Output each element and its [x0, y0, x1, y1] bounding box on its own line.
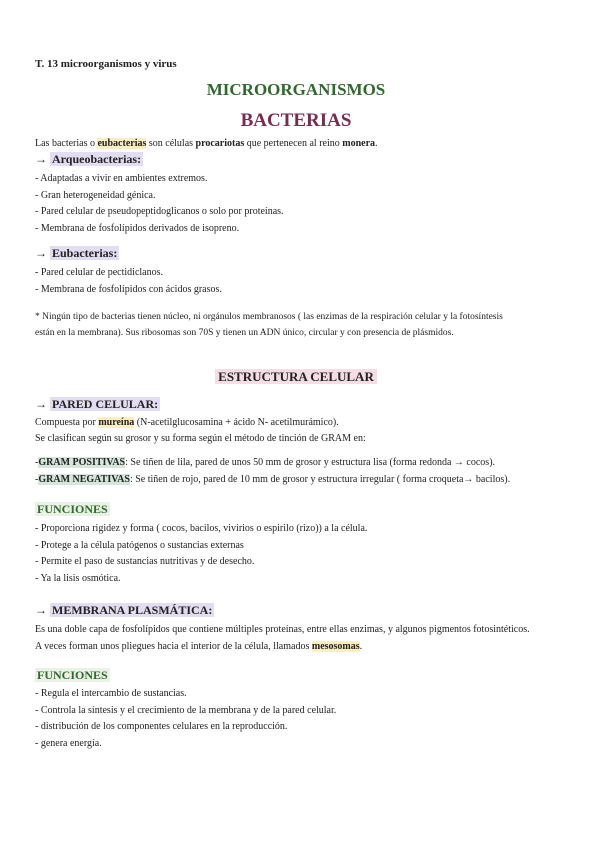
document-header: T. 13 microorganismos y virus	[35, 58, 177, 70]
text: : Se tiñen de lila, pared de unos 50 mm de grosor y estructura lisa (forma redonda → cocos).	[125, 457, 496, 468]
membrana-line-1: Es una doble capa de fosfolípidos que contiene múltiples proteínas, entre ellas enzimas, y algunos pigmentos fotosintéticos.	[35, 624, 530, 635]
keyword-gram-negativas: GRAM NEGATIVAS	[38, 474, 130, 485]
heading-membrana-plasmatica	[35, 603, 214, 618]
intro-text-4: .	[375, 138, 378, 149]
section-title-bacterias: BACTERIAS	[240, 110, 352, 131]
list-item: - Membrana de fosfolípidos derivados de isopreno.	[35, 223, 240, 234]
intro-text-2: son células	[146, 138, 196, 149]
list-item: - genera energía.	[35, 738, 102, 749]
list-item: - Protege a la célula patógenos o sustancias externas	[35, 540, 244, 551]
heading-funciones-pared	[35, 502, 110, 517]
heading-label: FUNCIONES	[37, 502, 108, 516]
heading-label: Eubacterias:	[52, 246, 118, 260]
text: -	[35, 457, 39, 468]
pared-line-1	[35, 416, 339, 429]
pared-line-2: Se clasifican según su grosor y su forma según el método de tinción de GRAM en:	[35, 433, 366, 444]
list-item: - Proporciona rigidez y forma ( cocos, bacilos, vivirios o espirilo (rizo)) a la célula.	[35, 523, 368, 534]
heading-pared-celular	[35, 397, 160, 412]
list-item: - Pared celular de pectidiclanos.	[35, 267, 163, 278]
heading-label: FUNCIONES	[37, 668, 108, 682]
text: Compuesta por	[35, 417, 99, 428]
arrow-icon: →	[35, 246, 50, 260]
list-item: - distribución de los componentes celulares en la reproducción.	[35, 721, 288, 732]
heading-funciones-membrana	[35, 668, 110, 683]
list-item: - Controla la síntesis y el crecimiento de la membrana y de la pared celular.	[35, 705, 337, 716]
heading-label: Arqueobacterias:	[52, 152, 142, 166]
text: .	[359, 641, 363, 652]
text: -	[35, 474, 39, 485]
heading-label: PARED CELULAR:	[52, 397, 159, 411]
text: : Se tiñen de rojo, pared de 10 mm de grosor y estructura irregular ( forma croqueta→ bacilos).	[129, 474, 511, 485]
list-item: - Permite el paso de sustancias nutritivas y de desecho.	[35, 556, 255, 567]
heading-label: ESTRUCTURA CELULAR	[215, 369, 377, 384]
keyword-monera: monera	[342, 138, 376, 149]
keyword-gram-positivas: GRAM POSITIVAS	[38, 457, 126, 468]
membrana-line-2	[35, 640, 362, 653]
heading-arqueobacterias	[35, 152, 143, 167]
note-line-2: están en la membrana). Sus ribosomas son 70S y tienen un ADN único, circular y con presencia de plásmidos.	[35, 328, 454, 338]
keyword-procariotas: procariotas	[195, 138, 245, 149]
keyword-eubacterias: eubacterias	[97, 138, 147, 149]
gram-positivas-line	[35, 456, 495, 469]
list-item: - Regula el intercambio de sustancias.	[35, 688, 187, 699]
arrow-icon: →	[35, 603, 50, 617]
keyword-mesosomas: mesosomas	[311, 641, 360, 652]
keyword-mureina: mureína	[98, 417, 135, 428]
intro-paragraph	[35, 137, 378, 150]
text: (N-acetilglucosamina + ácido N- acetilmurámico).	[134, 417, 339, 428]
main-title: MICROORGANISMOS	[206, 80, 386, 99]
intro-text-1: Las bacterias o	[35, 138, 98, 149]
gram-negativas-line	[35, 473, 510, 486]
list-item: - Pared celular de pseudopeptidoglicanos o solo por proteínas.	[35, 206, 284, 217]
heading-estructura-celular	[0, 369, 592, 385]
text: A veces forman unos pliegues hacia el interior de la célula, llamados	[35, 641, 312, 652]
note-line-1: * Ningún tipo de bacterias tienen núcleo, ni orgánulos membranosos ( las enzimas de la respiración celular y la fotosíntesis	[35, 312, 503, 322]
list-item: - Gran heterogeneidad génica.	[35, 190, 156, 201]
list-item: - Adaptadas a vivir en ambientes extremos.	[35, 173, 208, 184]
heading-label: MEMBRANA PLASMÁTICA:	[52, 603, 213, 617]
list-item: - Ya la lisis osmótica.	[35, 573, 121, 584]
arrow-icon: →	[35, 152, 50, 166]
heading-eubacterias	[35, 246, 119, 261]
arrow-icon: →	[35, 397, 50, 411]
list-item: - Membrana de fosfolípidos con ácidos grasos.	[35, 284, 222, 295]
intro-text-3: que pertenecen al reino	[244, 138, 343, 149]
